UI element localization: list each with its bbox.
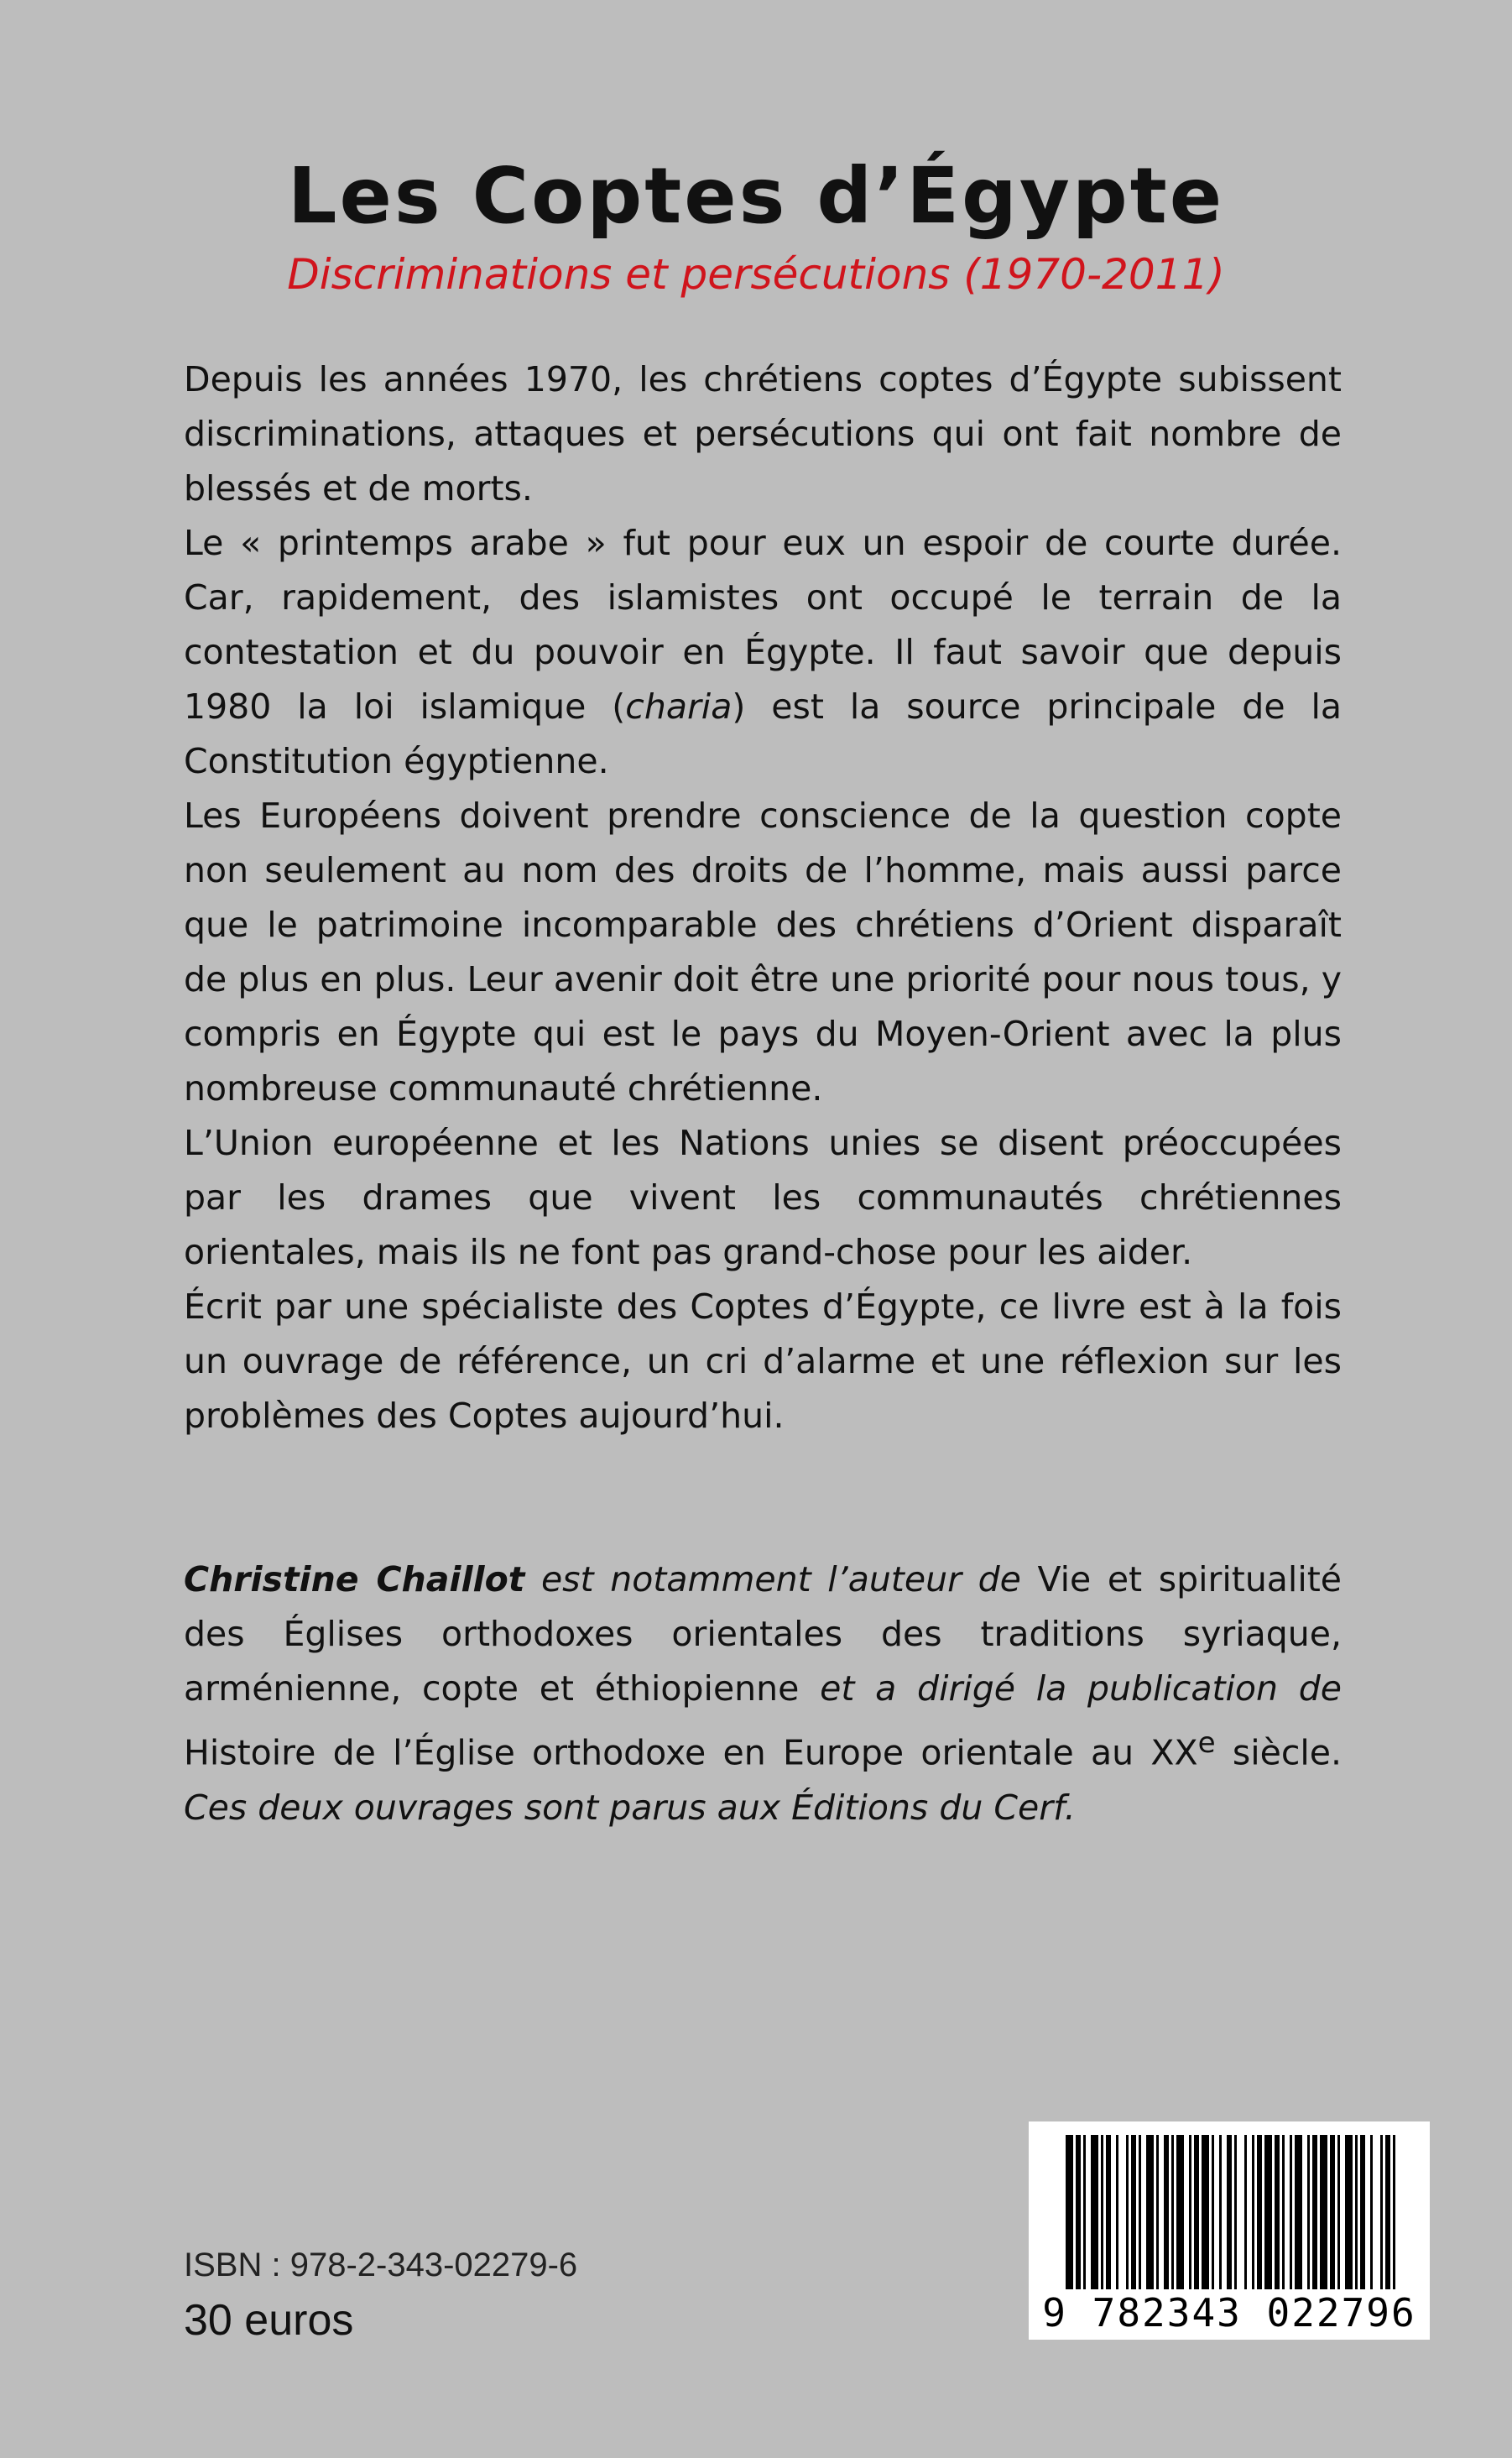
barcode-bar [1295,2135,1302,2289]
isbn: ISBN : 978-2-343-02279-6 [184,2247,578,2283]
blurb-paragraph-2-part1: Le « printemps arabe » fut pour eux un espoir de courte durée. Car, rapidement, des islamistes ont occupé le terrain de la contestation et du pouvoir en Égypte. Il faut savoir que depuis 1980 la loi islamique ( [184,523,1342,727]
author-book-2b: siècle. [1215,1732,1343,1773]
author-book-1: Vie et spiritualité des Églises orthodoxes orientales des traditions syriaque, arménienne, copte et éthiopienne [184,1559,1343,1709]
author-book-2-sup: e [1197,1726,1216,1760]
barcode-bar [1275,2135,1280,2289]
barcode-bar [1219,2135,1222,2289]
barcode-bar [1156,2135,1159,2289]
book-subtitle: Discriminations et persécutions (1970-2011) [287,250,1225,299]
barcode-digits: 9 782343 022796 [1042,2290,1416,2335]
barcode-bar [1164,2135,1169,2289]
barcode-bar [1360,2135,1365,2289]
barcode-bars [1029,2121,1430,2289]
price: 30 euros [184,2296,354,2345]
barcode-bar [1194,2135,1199,2289]
barcode-bar [1234,2135,1237,2289]
barcode-bar [1176,2135,1184,2289]
author-book-2a: Histoire de l’Église orthodoxe en Europe orientale au XX [184,1732,1198,1773]
blurb [184,352,1342,1443]
barcode-bar [1212,2135,1214,2289]
barcode [1029,2121,1430,2340]
author-name: Christine Chaillot [184,1559,525,1600]
blurb-paragraph-4: L’Union européenne et les Nations unies se disent préoccupées par les drames que vivent les communautés chrétiennes orientales, mais ils ne font pas grand-chose pour les aider. [184,1123,1342,1272]
author-text-3: Ces deux ouvrages sont parus aux Éditions du Cerf. [184,1787,1076,1828]
barcode-bar [1076,2135,1081,2289]
barcode-bar [1126,2135,1129,2289]
charia-term: charia [625,686,733,727]
barcode-bar [1345,2135,1353,2289]
book-title: Les Coptes d’Égypte [287,151,1225,241]
barcode-bar [1202,2135,1209,2289]
barcode-bar [1257,2135,1262,2289]
barcode-bar [1146,2135,1154,2289]
barcode-bar [1355,2135,1358,2289]
barcode-bar [1101,2135,1103,2289]
barcode-bar [1106,2135,1111,2289]
barcode-bar [1066,2135,1073,2289]
barcode-bar [1189,2135,1191,2289]
barcode-bar [1393,2135,1395,2289]
barcode-bar [1330,2135,1335,2289]
barcode-bar [1370,2135,1373,2289]
barcode-bar [1139,2135,1141,2289]
blurb-paragraph-3: Les Européens doivent prendre conscience de la question copte non seulement au nom des droits de l’homme, mais aussi parce que le patrimoine incomparable des chrétiens d’Orient disparaît de plus en plus. Leur avenir doit être une priorité pour nous tous, y compris en Égypte qui est le pays du Moyen-Orient avec la plus nombreuse communauté chrétienne. [184,796,1342,1109]
blurb-paragraph-5: Écrit par une spécialiste des Coptes d’Égypte, ce livre est à la fois un ouvrage de référence, un cri d’alarme et une réflexion sur les problèmes des Coptes aujourd’hui. [184,1286,1342,1436]
barcode-bar [1131,2135,1136,2289]
blurb-paragraph-2-part2: ) est la source principale de la Constitution égyptienne. [184,686,1342,781]
barcode-bar [1244,2135,1247,2289]
barcode-bar [1282,2135,1285,2289]
barcode-bar [1171,2135,1174,2289]
barcode-bar [1380,2135,1383,2289]
author-bio [184,1553,1342,1835]
barcode-bar [1385,2135,1390,2289]
barcode-bar [1083,2135,1086,2289]
barcode-bar [1290,2135,1292,2289]
barcode-bar [1307,2135,1310,2289]
author-text-1: est notamment l’auteur de [524,1559,1038,1600]
barcode-bar [1091,2135,1098,2289]
blurb-paragraph-1: Depuis les années 1970, les chrétiens coptes d’Égypte subissent discriminations, attaques et persécutions qui ont fait nombre de blessés et de morts. [184,359,1342,509]
blurb-paragraph-2 [184,516,1342,789]
barcode-bar [1337,2135,1340,2289]
barcode-bar [1312,2135,1317,2289]
barcode-bar [1252,2135,1254,2289]
barcode-bar [1264,2135,1272,2289]
barcode-bar [1116,2135,1118,2289]
author-text-2: et a dirigé la publication de [799,1668,1342,1709]
barcode-bar [1320,2135,1327,2289]
barcode-bar [1227,2135,1232,2289]
